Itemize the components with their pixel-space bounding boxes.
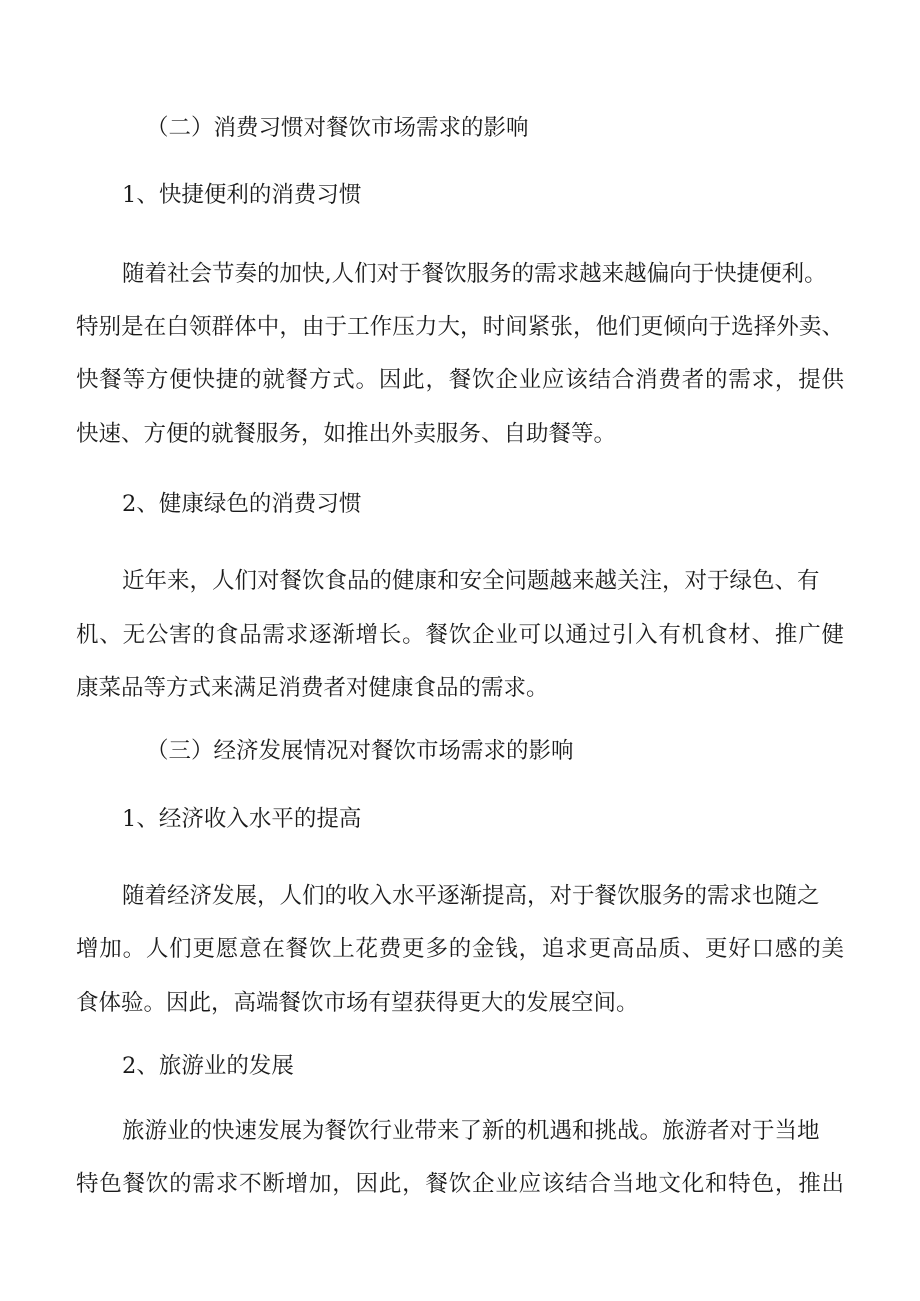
paragraph-line: 快餐等方便快捷的就餐方式。因此，餐饮企业应该结合消费者的需求，提供 xyxy=(76,367,844,393)
paragraph-line: 增加。人们更愿意在餐饮上花费更多的金钱，追求更高品质、更好口感的美 xyxy=(76,936,844,962)
paragraph-line: 食体验。因此，高端餐饮市场有望获得更大的发展空间。 xyxy=(76,990,639,1016)
paragraph-line: 随着经济发展，人们的收入水平逐渐提高，对于餐饮服务的需求也随之 xyxy=(122,883,820,909)
paragraph-line: 近年来，人们对餐饮食品的健康和安全问题越来越关注，对于绿色、有 xyxy=(122,568,820,594)
subsection-heading: 1、快捷便利的消费习惯 xyxy=(122,182,362,208)
section-heading: （三）经济发展情况对餐饮市场需求的影响 xyxy=(146,738,574,764)
section-heading: （二）消费习惯对餐饮市场需求的影响 xyxy=(146,115,529,141)
paragraph-line: 特别是在白领群体中，由于工作压力大，时间紧张，他们更倾向于选择外卖、 xyxy=(76,314,844,340)
paragraph-line: 随着社会节奏的加快,人们对于餐饮服务的需求越来越偏向于快捷便利。 xyxy=(122,261,827,287)
subsection-heading: 2、健康绿色的消费习惯 xyxy=(122,491,362,517)
subsection-heading: 2、旅游业的发展 xyxy=(122,1053,294,1079)
paragraph-line: 机、无公害的食品需求逐渐增长。餐饮企业可以通过引入有机食材、推广健 xyxy=(76,622,844,648)
paragraph-line: 康菜品等方式来满足消费者对健康食品的需求。 xyxy=(76,675,549,701)
paragraph-line: 快速、方便的就餐服务，如推出外卖服务、自助餐等。 xyxy=(76,421,617,447)
paragraph-line: 特色餐饮的需求不断增加，因此，餐饮企业应该结合当地文化和特色，推出 xyxy=(76,1171,844,1197)
paragraph-line: 旅游业的快速发展为餐饮行业带来了新的机遇和挑战。旅游者对于当地 xyxy=(122,1118,820,1144)
subsection-heading: 1、经济收入水平的提高 xyxy=(122,806,362,832)
